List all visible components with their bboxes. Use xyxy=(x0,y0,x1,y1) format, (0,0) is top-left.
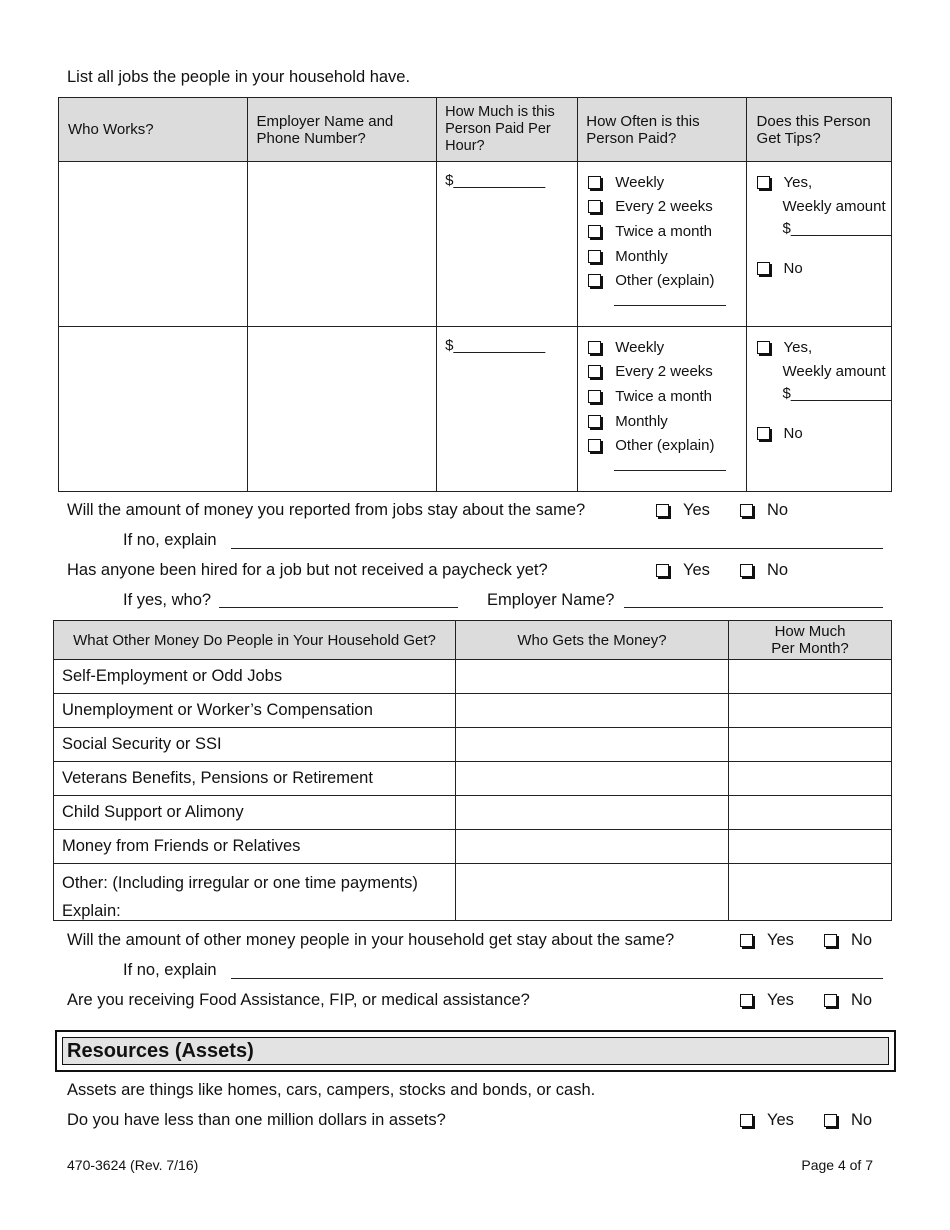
who-gets-field[interactable] xyxy=(456,728,729,762)
assets-yes[interactable]: Yes xyxy=(740,1111,794,1130)
freq-monthly-option[interactable]: Monthly xyxy=(588,244,745,269)
who-gets-field[interactable] xyxy=(456,864,729,921)
hired-who-label: If yes, who? xyxy=(123,591,212,609)
col-how-much: How Much Per Month? xyxy=(729,621,892,660)
income-type: Child Support or Alimony xyxy=(54,796,456,830)
income-type: Social Security or SSI xyxy=(54,728,456,762)
hired-employer-label: Employer Name? xyxy=(487,591,615,609)
freq-twice-a-month-option[interactable]: Twice a month xyxy=(588,219,745,244)
other-income-explain[interactable]: Explain: xyxy=(62,902,121,920)
freq-monthly-option[interactable]: Monthly xyxy=(588,409,745,434)
checkbox-icon xyxy=(588,341,601,354)
checkbox-icon xyxy=(757,262,770,275)
other-same-no[interactable]: No xyxy=(824,931,872,950)
other-explain-label: If no, explain xyxy=(123,961,217,979)
jobs-same-yes[interactable]: Yes xyxy=(656,501,710,520)
tips-no-option[interactable]: No xyxy=(757,421,891,445)
assistance-no[interactable]: No xyxy=(824,991,872,1010)
checkbox-icon xyxy=(588,439,601,452)
assistance-question: Are you receiving Food Assistance, FIP, or medical assistance? xyxy=(67,991,530,1009)
income-type: Unemployment or Worker’s Compensation xyxy=(54,694,456,728)
col-pay-per-hour: How Much is this Person Paid Per Hour? xyxy=(437,98,578,162)
weekly-amount-label: Weekly amount xyxy=(782,363,886,380)
tips-yes-option[interactable]: Yes, xyxy=(757,170,891,194)
col-other-money: What Other Money Do People in Your Household Get? xyxy=(54,621,456,660)
jobs-table xyxy=(58,97,892,492)
income-type: Veterans Benefits, Pensions or Retirement xyxy=(54,762,456,796)
tips-no-option[interactable]: No xyxy=(757,256,891,280)
weekly-amount-field[interactable]: $____________ xyxy=(782,220,891,237)
amount-field[interactable] xyxy=(729,728,892,762)
other-same-question: Will the amount of other money people in your household get stay about the same? xyxy=(67,931,675,949)
checkbox-icon xyxy=(588,415,601,428)
jobs-same-no[interactable]: No xyxy=(740,501,788,520)
income-type: Self-Employment or Odd Jobs xyxy=(54,660,456,694)
who-works-field[interactable] xyxy=(59,327,248,492)
income-type: Money from Friends or Relatives xyxy=(54,830,456,864)
checkbox-icon xyxy=(588,390,601,403)
hired-who-field[interactable] xyxy=(219,607,458,608)
checkbox-icon xyxy=(656,504,669,517)
jobs-same-question: Will the amount of money you reported from jobs stay about the same? xyxy=(67,501,586,519)
checkbox-icon xyxy=(740,564,753,577)
who-works-field[interactable] xyxy=(59,162,248,327)
amount-field[interactable] xyxy=(729,864,892,921)
freq-other-option[interactable]: Other (explain) xyxy=(588,268,745,293)
who-gets-field[interactable] xyxy=(456,830,729,864)
freq-weekly-option[interactable]: Weekly xyxy=(588,335,745,360)
checkbox-icon xyxy=(740,994,753,1007)
checkbox-icon xyxy=(824,1114,837,1127)
table-row xyxy=(59,327,892,492)
table-row xyxy=(54,728,892,762)
assets-no[interactable]: No xyxy=(824,1111,872,1130)
table-row xyxy=(54,762,892,796)
table-row xyxy=(54,660,892,694)
hired-yes[interactable]: Yes xyxy=(656,561,710,580)
other-explain-field[interactable] xyxy=(231,978,883,979)
checkbox-icon xyxy=(757,427,770,440)
employer-field[interactable] xyxy=(247,327,437,492)
checkbox-icon xyxy=(757,176,770,189)
resources-title: Resources (Assets) xyxy=(62,1037,889,1065)
freq-weekly-option[interactable]: Weekly xyxy=(588,170,745,195)
employer-field[interactable] xyxy=(247,162,437,327)
freq-twice-a-month-option[interactable]: Twice a month xyxy=(588,384,745,409)
tips-yes-option[interactable]: Yes, xyxy=(757,335,891,359)
table-row xyxy=(59,162,892,327)
checkbox-icon xyxy=(588,176,601,189)
form-id: 470-3624 (Rev. 7/16) xyxy=(67,1157,199,1173)
weekly-amount-field[interactable]: $____________ xyxy=(782,385,891,402)
weekly-amount-label: Weekly amount xyxy=(782,198,886,215)
amount-field[interactable] xyxy=(729,660,892,694)
table-row xyxy=(54,864,892,921)
jobs-explain-field[interactable] xyxy=(231,548,883,549)
col-who-works: Who Works? xyxy=(59,98,248,162)
checkbox-icon xyxy=(588,200,601,213)
assets-description: Assets are things like homes, cars, campers, stocks and bonds, or cash. xyxy=(67,1081,596,1099)
assets-question: Do you have less than one million dollars in assets? xyxy=(67,1111,446,1129)
col-employer: Employer Name and Phone Number? xyxy=(247,98,437,162)
who-gets-field[interactable] xyxy=(456,762,729,796)
col-tips: Does this Person Get Tips? xyxy=(746,98,891,162)
hired-question: Has anyone been hired for a job but not received a paycheck yet? xyxy=(67,561,548,579)
who-gets-field[interactable] xyxy=(456,694,729,728)
checkbox-icon xyxy=(824,994,837,1007)
checkbox-icon xyxy=(588,365,601,378)
freq-every-2-weeks-option[interactable]: Every 2 weeks xyxy=(588,360,745,385)
freq-every-2-weeks-option[interactable]: Every 2 weeks xyxy=(588,195,745,220)
col-who-gets: Who Gets the Money? xyxy=(456,621,729,660)
page-number: Page 4 of 7 xyxy=(801,1157,873,1173)
table-row xyxy=(54,796,892,830)
table-row xyxy=(54,694,892,728)
checkbox-icon xyxy=(588,225,601,238)
freq-other-option[interactable]: Other (explain) xyxy=(588,433,745,458)
checkbox-icon xyxy=(740,934,753,947)
checkbox-icon xyxy=(824,934,837,947)
checkbox-icon xyxy=(656,564,669,577)
jobs-explain-label: If no, explain xyxy=(123,531,217,549)
checkbox-icon xyxy=(588,250,601,263)
other-money-table xyxy=(53,620,892,921)
checkbox-icon xyxy=(740,504,753,517)
pay-per-hour-field[interactable]: $___________ xyxy=(437,162,578,327)
assistance-yes[interactable]: Yes xyxy=(740,991,794,1010)
intro-text: List all jobs the people in your household have. xyxy=(67,68,411,86)
pay-per-hour-field[interactable]: $___________ xyxy=(437,327,578,492)
col-pay-frequency: How Often is this Person Paid? xyxy=(578,98,746,162)
checkbox-icon xyxy=(588,274,601,287)
other-same-yes[interactable]: Yes xyxy=(740,931,794,950)
amount-field[interactable] xyxy=(729,694,892,728)
amount-field[interactable] xyxy=(729,830,892,864)
other-explain-line[interactable] xyxy=(614,305,726,306)
checkbox-icon xyxy=(740,1114,753,1127)
resources-section xyxy=(55,1030,896,1072)
amount-field[interactable] xyxy=(729,762,892,796)
who-gets-field[interactable] xyxy=(456,796,729,830)
who-gets-field[interactable] xyxy=(456,660,729,694)
hired-no[interactable]: No xyxy=(740,561,788,580)
hired-employer-field[interactable] xyxy=(624,607,883,608)
checkbox-icon xyxy=(757,341,770,354)
table-row xyxy=(54,830,892,864)
other-income-label: Other: (Including irregular or one time payments) xyxy=(62,874,418,892)
amount-field[interactable] xyxy=(729,796,892,830)
other-explain-line[interactable] xyxy=(614,470,726,471)
